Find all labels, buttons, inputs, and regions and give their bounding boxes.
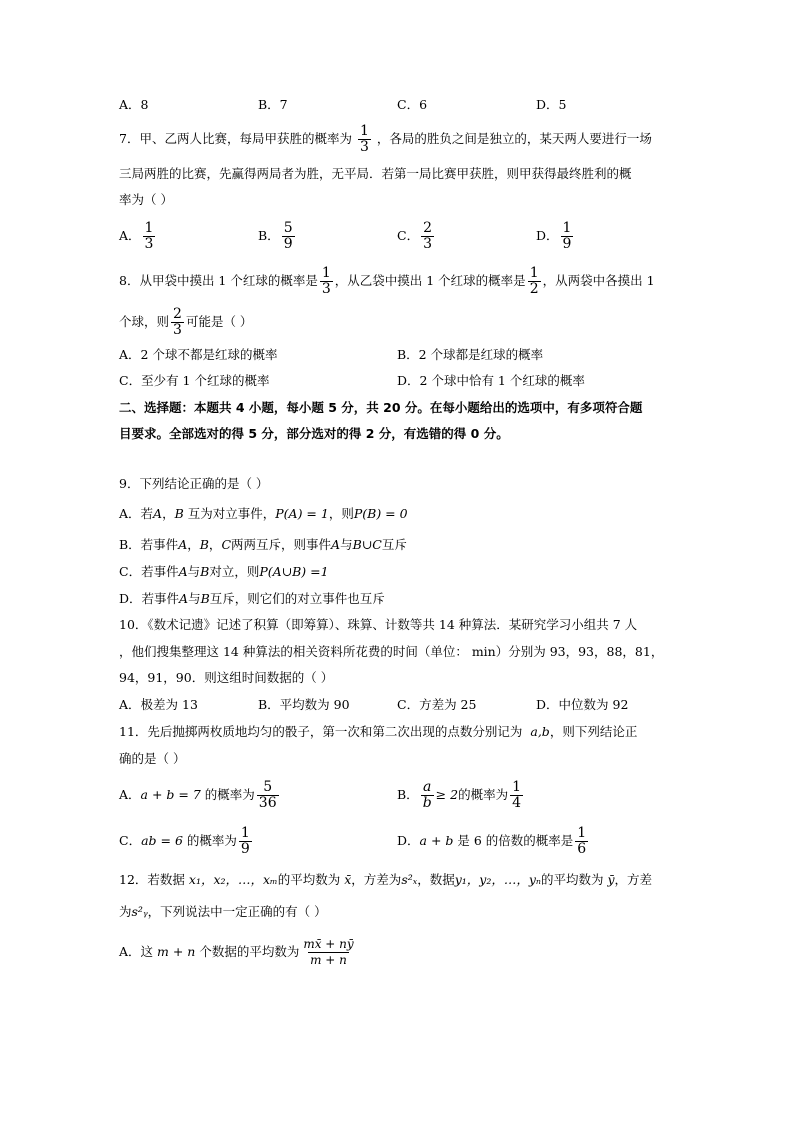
q11-option-d: D．a + b 是 6 的倍数的概率是 $\frac{1}{6}$ xyxy=(397,825,587,857)
q8-option-d: D．2 个球中恰有 1 个红球的概率 xyxy=(397,373,585,388)
q11-option-c: C．ab = 6 的概率为 $\frac{1}{9}$ xyxy=(119,825,250,857)
q12-option-a: A．这 m + n 个数据的平均数为 $\frac{mx̄ + nȳ}{m + n}$ xyxy=(119,937,354,967)
q7-stem-line3: 率为（ ） xyxy=(119,192,173,207)
q11-option-b: B． $\frac{a}{b}$ ≥ 2的概率为 $\frac{1}{4}$ xyxy=(397,779,521,811)
section2-heading-line2: 目要求。全部选对的得 5 分，部分选对的得 2 分，有选错的得 0 分。 xyxy=(119,426,509,441)
q8-option-a: A．2 个球不都是红球的概率 xyxy=(119,347,278,362)
q10-option-a: A．极差为 13 xyxy=(119,697,198,712)
q7-option-c: C． $\frac{2}{3}$ xyxy=(397,220,432,252)
q10-stem-line2: ，他们搜集整理这 14 种算法的相关资料所花费的时间（单位： min）分别为 93，93，88，81， xyxy=(119,644,664,659)
q8-stem-line1: 8．从甲袋中摸出 1 个红球的概率是 $\frac{1}{3}$ ，从乙袋中摸出 1 个红球的概率是 $\frac{1}{2}$ ，从两袋中各摸出 1 xyxy=(119,265,655,297)
q10-option-c: C．方差为 25 xyxy=(397,697,477,712)
q8-option-c: C．至少有 1 个红球的概率 xyxy=(119,373,270,388)
q10-option-d: D．中位数为 92 xyxy=(536,697,629,712)
q8-option-b: B．2 个球都是红球的概率 xyxy=(397,347,544,362)
q11-stem-line2: 确的是（ ） xyxy=(119,751,186,766)
q9-option-a: A．若A，B 互为对立事件，P(A) = 1，则P(B) = 0 xyxy=(119,506,408,521)
q10-stem-line3: 94，91，90．则这组时间数据的（ ） xyxy=(119,670,334,685)
q9-option-d: D．若事件A与B互斥，则它们的对立事件也互斥 xyxy=(119,591,385,606)
q9-option-c: C．若事件A与B对立，则P(A∪B) =1 xyxy=(119,564,329,579)
q6-option-c: C．6 xyxy=(397,97,428,112)
q10-stem-line1: 10．《数术记遗》记述了积算（即筹算）、珠算、计数等共 14 种算法．某研究学习小组共 7 人 xyxy=(119,617,638,632)
q11-stem-line1: 11．先后抛掷两枚质地均匀的骰子，第一次和第二次出现的点数分别记为 a,b，则下列结论正 xyxy=(119,724,638,739)
q10-option-b: B．平均数为 90 xyxy=(258,697,350,712)
q7-stem-line2: 三局两胜的比赛，先赢得两局者为胜，无平局．若第一局比赛甲获胜，则甲获得最终胜利的概 xyxy=(119,166,632,181)
section2-heading-line1: 二、选择题：本题共 4 小题，每小题 5 分，共 20 分。在每小题给出的选项中，有多项符合题 xyxy=(119,400,643,415)
q7-option-d: D． $\frac{1}{9}$ xyxy=(536,220,572,252)
q6-option-b: B．7 xyxy=(258,97,288,112)
q12-stem-line1: 12．若数据 x₁，x₂，…，xₘ的平均数为 x̄，方差为s²ₓ，数据y₁，y₂，…，yₙ的平均数为 ȳ，方差 xyxy=(119,872,653,887)
q7-probability-fraction: $\frac{1}{3}$ xyxy=(359,123,369,155)
q9-option-b: B．若事件A，B，C两两互斥，则事件A与B∪C互斥 xyxy=(119,537,407,552)
q12-stem-line2: 为s²ᵧ，下列说法中一定正确的有（ ） xyxy=(119,904,327,919)
q11-option-a: A．a + b = 7 的概率为 $\frac{5}{36}$ xyxy=(119,779,277,811)
q7-stem-line1: 7．甲、乙两人比赛，每局甲获胜的概率为 $\frac{1}{3}$ ，各局的胜负之间是独立的，某天两人要进行一场 xyxy=(119,123,652,155)
q6-option-d: D．5 xyxy=(536,97,567,112)
q9-stem: 9．下列结论正确的是（ ） xyxy=(119,476,269,491)
q7-option-b: B． $\frac{5}{9}$ xyxy=(258,220,293,252)
q6-option-a: A．8 xyxy=(119,97,149,112)
q8-stem-line2: 个球，则 $\frac{2}{3}$ 可能是（ ） xyxy=(119,306,253,338)
q7-option-a: A． $\frac{1}{3}$ xyxy=(119,220,154,252)
